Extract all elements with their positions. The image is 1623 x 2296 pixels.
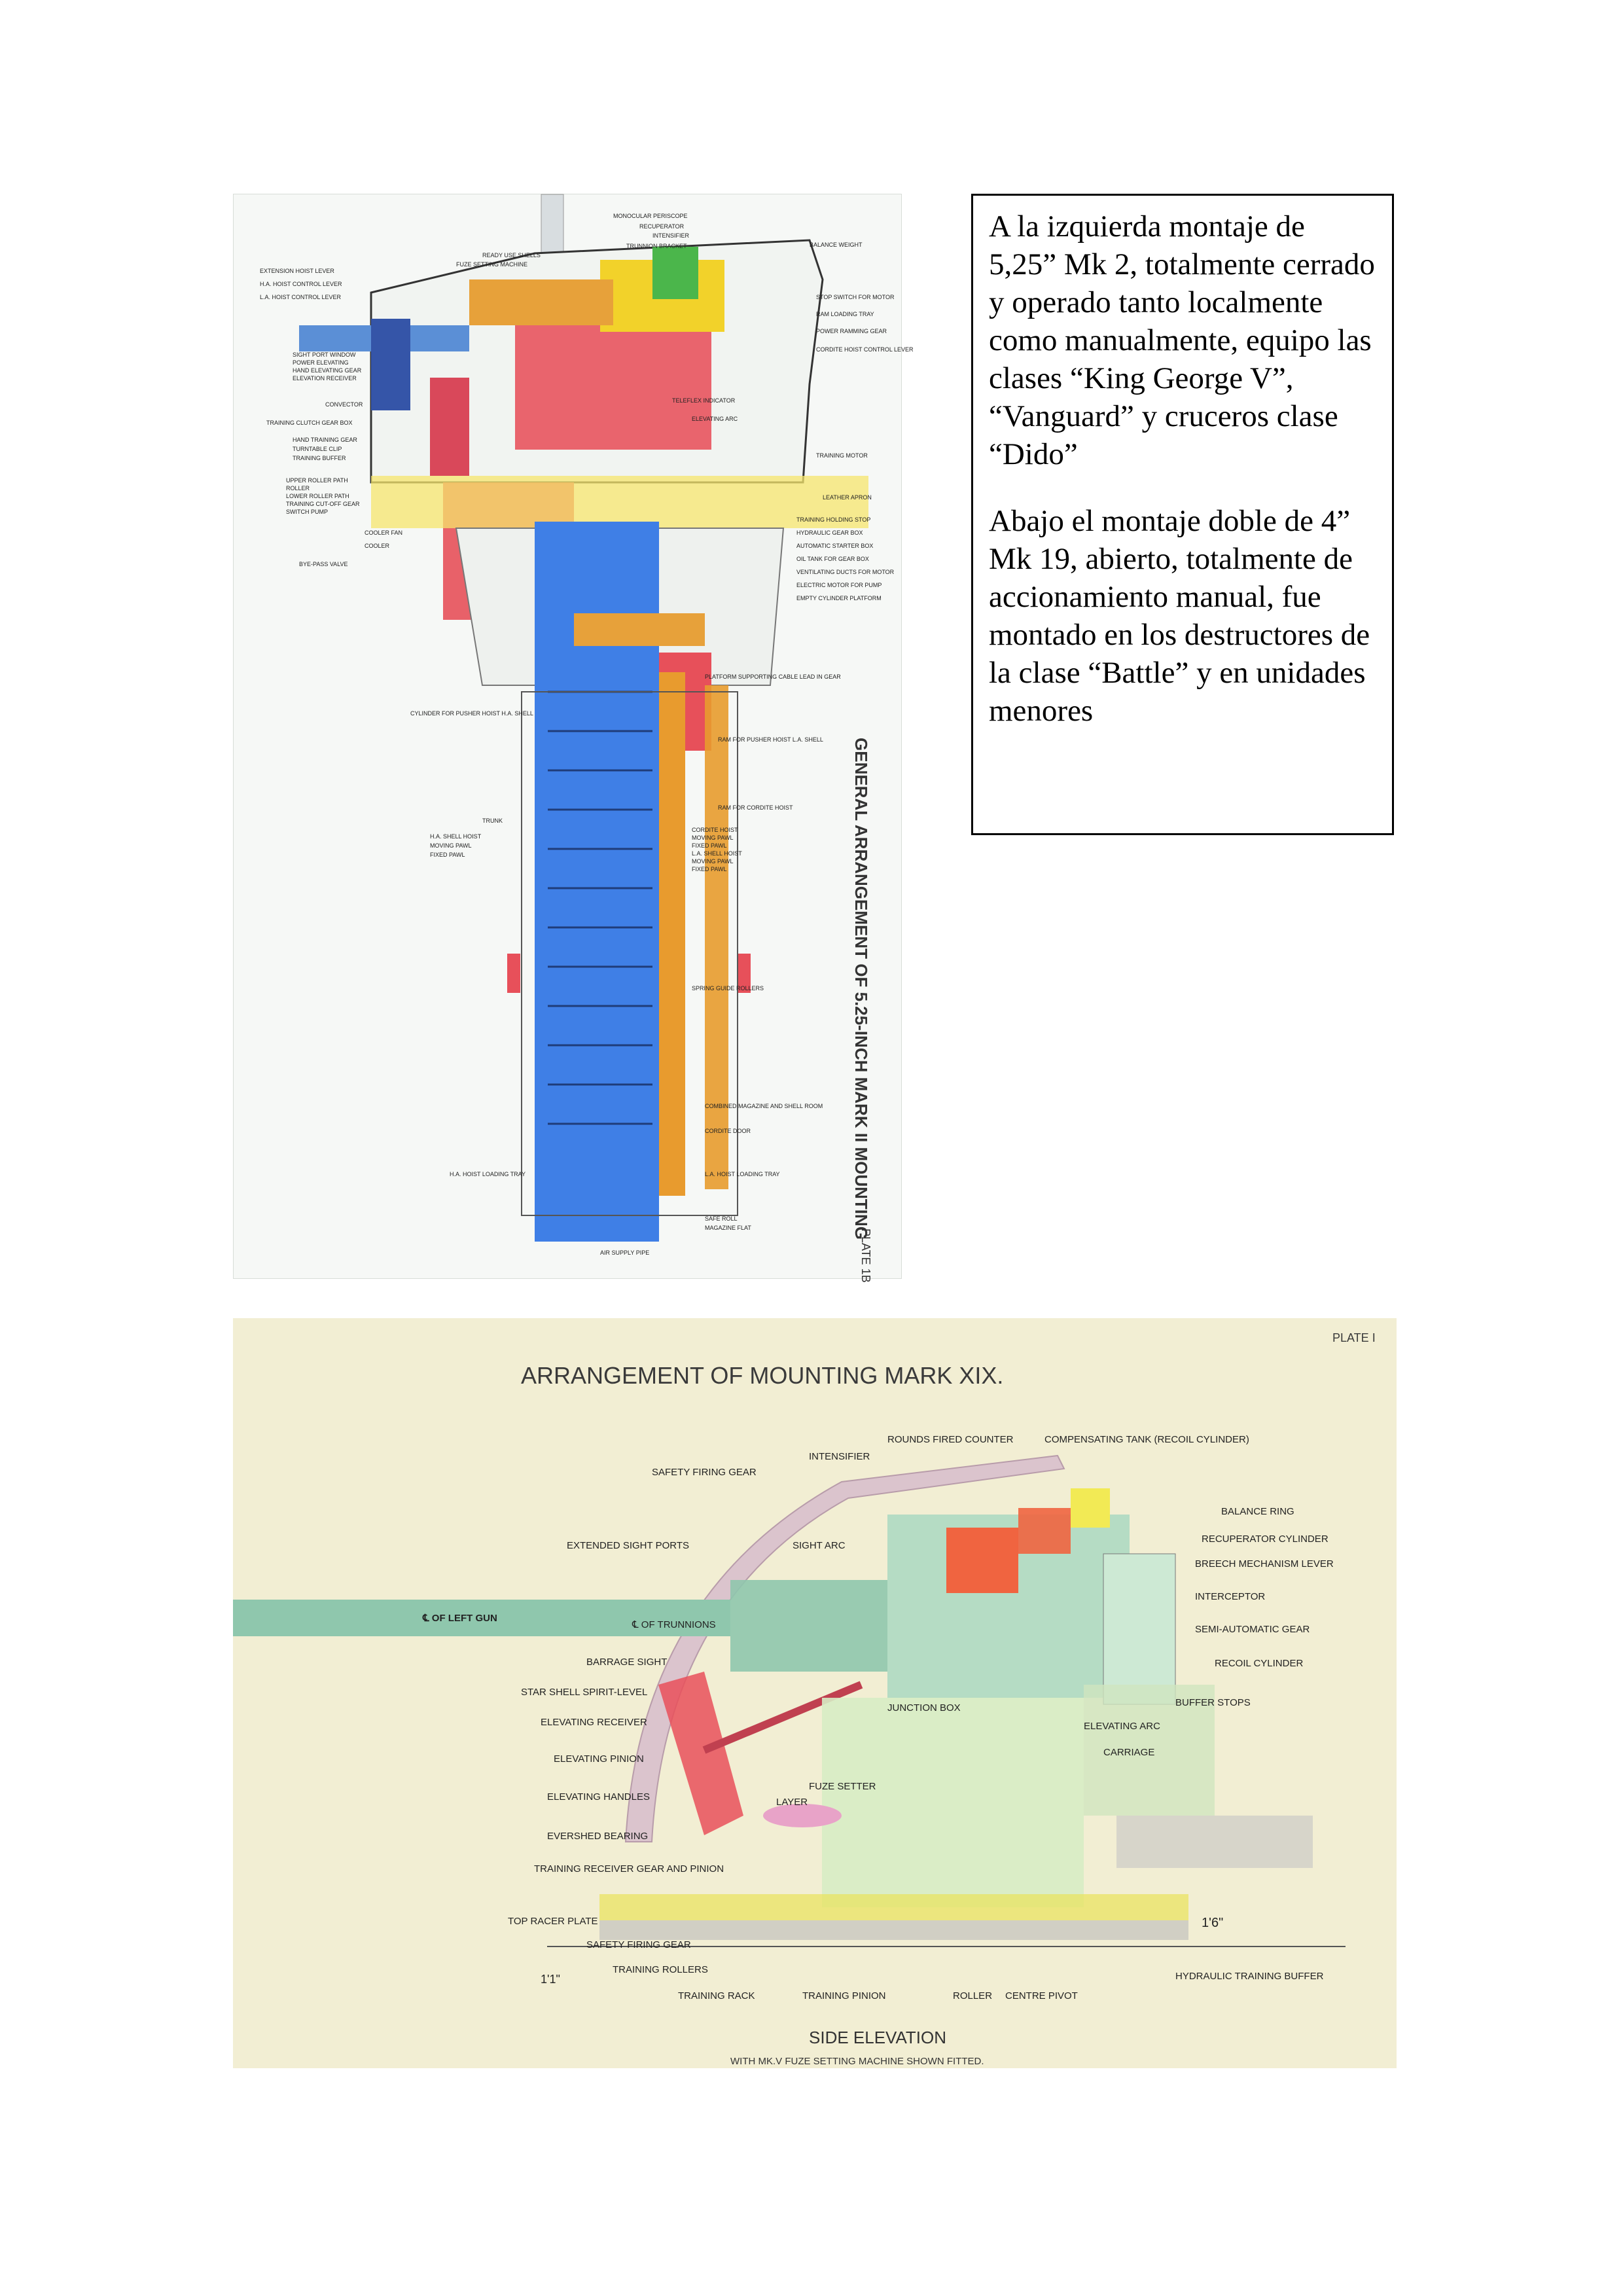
svg-text:ROLLER: ROLLER	[953, 1990, 993, 2001]
svg-text:JUNCTION BOX: JUNCTION BOX	[887, 1702, 961, 1713]
svg-text:TOP RACER PLATE: TOP RACER PLATE	[508, 1916, 598, 1927]
caption-paragraph-1: A la izquierda montaje de 5,25” Mk 2, totalmente cerrado y operado tanto localmente como manualmente, equipo las clases “King George V”, “Vanguard” y cruceros clase “Dido”	[989, 209, 1375, 471]
svg-text:TRAINING CLUTCH GEAR BOX: TRAINING CLUTCH GEAR BOX	[266, 420, 353, 426]
svg-text:EXTENSION HOIST LEVER: EXTENSION HOIST LEVER	[260, 268, 334, 274]
svg-text:TRUNNION BRACKET: TRUNNION BRACKET	[626, 243, 687, 249]
svg-text:POWER RAMMING GEAR: POWER RAMMING GEAR	[816, 328, 887, 334]
plate-top-title: GENERAL ARRANGEMENT OF 5.25-INCH MARK II MOUNTING	[851, 738, 871, 1240]
recuperator-green	[652, 247, 698, 299]
svg-text:VENTILATING DUCTS FOR MOTOR: VENTILATING DUCTS FOR MOTOR	[796, 569, 895, 575]
svg-text:CENTRE PIVOT: CENTRE PIVOT	[1005, 1990, 1078, 2001]
svg-text:CORDITE HOIST CONTROL LEVER: CORDITE HOIST CONTROL LEVER	[816, 346, 914, 353]
mounting-5-25-diagram	[234, 194, 914, 1283]
cordite-hoist-orange	[659, 672, 685, 1196]
svg-text:LEATHER APRON: LEATHER APRON	[823, 494, 872, 501]
svg-text:BALANCE RING: BALANCE RING	[1221, 1506, 1294, 1517]
svg-text:RECUPERATOR CYLINDER: RECUPERATOR CYLINDER	[1202, 1534, 1329, 1545]
svg-text:EXTENDED SIGHT PORTS: EXTENDED SIGHT PORTS	[567, 1540, 689, 1551]
plate-mark-xix	[233, 1318, 1397, 2068]
svg-text:ELEVATION RECEIVER: ELEVATION RECEIVER	[293, 375, 357, 382]
svg-text:CORDITE DOOR: CORDITE DOOR	[705, 1128, 751, 1134]
svg-text:COOLER FAN: COOLER FAN	[365, 529, 403, 536]
svg-text:READY USE SHELLS: READY USE SHELLS	[482, 252, 541, 259]
svg-text:FIXED PAWL: FIXED PAWL	[692, 842, 727, 849]
svg-text:TURNTABLE CLIP: TURNTABLE CLIP	[293, 446, 342, 452]
footnote: WITH MK.V FUZE SETTING MACHINE SHOWN FITTED.	[730, 2056, 984, 2067]
svg-text:TRAINING ROLLERS: TRAINING ROLLERS	[613, 1964, 708, 1975]
svg-text:TRAINING RACK: TRAINING RACK	[678, 1990, 755, 2001]
svg-text:AIR SUPPLY PIPE: AIR SUPPLY PIPE	[600, 1249, 650, 1256]
svg-text:INTENSIFIER: INTENSIFIER	[809, 1451, 870, 1462]
svg-text:STAR SHELL SPIRIT-LEVEL: STAR SHELL SPIRIT-LEVEL	[521, 1687, 648, 1698]
svg-text:LOWER ROLLER PATH: LOWER ROLLER PATH	[286, 493, 349, 499]
barrel-stub	[541, 194, 563, 253]
svg-text:OIL TANK FOR GEAR BOX: OIL TANK FOR GEAR BOX	[796, 556, 869, 562]
svg-text:PLATFORM SUPPORTING CABLE LEAD: PLATFORM SUPPORTING CABLE LEAD IN GEAR	[705, 673, 841, 680]
caption-paragraph-2: Abajo el montaje doble de 4” Mk 19, abierto, totalmente de accionamiento manual, fue montado en los destructores de la clase “Battle” y en unidades menores	[989, 504, 1370, 728]
top-racer-plate	[599, 1894, 1188, 1920]
svg-text:SAFETY FIRING GEAR: SAFETY FIRING GEAR	[586, 1939, 691, 1950]
svg-text:UPPER ROLLER PATH: UPPER ROLLER PATH	[286, 477, 348, 484]
svg-text:L.A. HOIST LOADING TRAY: L.A. HOIST LOADING TRAY	[705, 1171, 780, 1177]
svg-text:TRAINING RECEIVER GEAR AND PIN: TRAINING RECEIVER GEAR AND PINION	[534, 1863, 724, 1874]
svg-text:TRAINING CUT-OFF GEAR: TRAINING CUT-OFF GEAR	[286, 501, 360, 507]
svg-text:TELEFLEX INDICATOR: TELEFLEX INDICATOR	[672, 397, 736, 404]
carriage	[822, 1698, 1084, 1907]
svg-text:BARRAGE SIGHT: BARRAGE SIGHT	[586, 1657, 668, 1668]
svg-text:ELEVATING RECEIVER: ELEVATING RECEIVER	[541, 1717, 647, 1728]
svg-text:AUTOMATIC STARTER BOX: AUTOMATIC STARTER BOX	[796, 543, 874, 549]
svg-text:TRUNK: TRUNK	[482, 817, 503, 824]
svg-text:HAND TRAINING GEAR: HAND TRAINING GEAR	[293, 437, 357, 443]
svg-text:MOVING PAWL: MOVING PAWL	[692, 834, 734, 841]
svg-text:BALANCE WEIGHT: BALANCE WEIGHT	[810, 242, 863, 248]
svg-text:SIGHT ARC: SIGHT ARC	[793, 1540, 846, 1551]
svg-text:COMPENSATING TANK (RECOIL CYLI: COMPENSATING TANK (RECOIL CYLINDER)	[1044, 1434, 1249, 1445]
svg-text:FUZE SETTING MACHINE: FUZE SETTING MACHINE	[456, 261, 528, 268]
svg-text:RAM FOR PUSHER HOIST L.A. SHEL: RAM FOR PUSHER HOIST L.A. SHELL	[718, 736, 823, 743]
svg-text:℄ OF LEFT GUN: ℄ OF LEFT GUN	[423, 1613, 497, 1624]
svg-text:HAND ELEVATING GEAR: HAND ELEVATING GEAR	[293, 367, 362, 374]
svg-text:LAYER: LAYER	[776, 1797, 808, 1808]
svg-text:H.A. SHELL HOIST: H.A. SHELL HOIST	[430, 833, 482, 840]
svg-text:STOP SWITCH FOR MOTOR: STOP SWITCH FOR MOTOR	[816, 294, 895, 300]
svg-text:ELECTRIC MOTOR FOR PUMP: ELECTRIC MOTOR FOR PUMP	[796, 582, 882, 588]
svg-text:CORDITE HOIST: CORDITE HOIST	[692, 827, 738, 833]
svg-text:H.A. HOIST CONTROL LEVER: H.A. HOIST CONTROL LEVER	[260, 281, 342, 287]
svg-text:FIXED PAWL: FIXED PAWL	[692, 866, 727, 872]
svg-text:℄ OF TRUNNIONS: ℄ OF TRUNNIONS	[632, 1619, 716, 1630]
svg-text:BUFFER STOPS: BUFFER STOPS	[1175, 1697, 1251, 1708]
elevating-gear-red	[430, 378, 469, 476]
rounds-counter-red	[946, 1528, 1018, 1593]
svg-text:ELEVATING PINION: ELEVATING PINION	[554, 1753, 644, 1765]
svg-text:EVERSHED BEARING: EVERSHED BEARING	[547, 1831, 649, 1842]
turntable-band	[371, 476, 871, 528]
hoist-top-orange	[574, 613, 705, 646]
svg-text:ELEVATING ARC: ELEVATING ARC	[1084, 1721, 1160, 1732]
balance-ring-yellow	[1071, 1488, 1110, 1528]
svg-text:TRAINING MOTOR: TRAINING MOTOR	[816, 452, 868, 459]
svg-text:COOLER: COOLER	[365, 543, 390, 549]
svg-text:MAGAZINE FLAT: MAGAZINE FLAT	[705, 1225, 751, 1231]
svg-text:SAFETY FIRING GEAR: SAFETY FIRING GEAR	[652, 1467, 757, 1478]
svg-text:RECUPERATOR: RECUPERATOR	[639, 223, 685, 230]
svg-text:CONVECTOR: CONVECTOR	[325, 401, 363, 408]
svg-text:L.A. SHELL HOIST: L.A. SHELL HOIST	[692, 850, 742, 857]
svg-text:RAM LOADING TRAY: RAM LOADING TRAY	[816, 311, 874, 317]
ram-left	[507, 954, 520, 993]
breech-red	[515, 312, 711, 450]
svg-text:FIXED PAWL: FIXED PAWL	[430, 852, 465, 858]
recoil-housing	[1103, 1554, 1175, 1704]
svg-text:EMPTY CYLINDER PLATFORM: EMPTY CYLINDER PLATFORM	[796, 595, 882, 601]
svg-text:SPRING GUIDE ROLLERS: SPRING GUIDE ROLLERS	[692, 985, 764, 992]
svg-text:TRAINING HOLDING STOP: TRAINING HOLDING STOP	[796, 516, 871, 523]
svg-text:MOVING PAWL: MOVING PAWL	[692, 858, 734, 865]
plate-bottom-title: ARRANGEMENT OF MOUNTING MARK XIX.	[521, 1362, 1004, 1389]
svg-text:POWER ELEVATING: POWER ELEVATING	[293, 359, 349, 366]
svg-text:SEMI-AUTOMATIC GEAR: SEMI-AUTOMATIC GEAR	[1195, 1624, 1310, 1635]
svg-text:CARRIAGE: CARRIAGE	[1103, 1747, 1155, 1758]
svg-text:ROUNDS FIRED COUNTER: ROUNDS FIRED COUNTER	[887, 1434, 1014, 1445]
svg-text:CYLINDER FOR PUSHER HOIST H.A.: CYLINDER FOR PUSHER HOIST H.A. SHELL	[410, 710, 533, 717]
svg-text:HYDRAULIC TRAINING BUFFER: HYDRAULIC TRAINING BUFFER	[1175, 1971, 1324, 1982]
elevating-handles-red	[658, 1672, 743, 1835]
svg-text:BREECH MECHANISM LEVER: BREECH MECHANISM LEVER	[1195, 1558, 1334, 1570]
plate-top-number: PLATE 1B	[859, 1229, 872, 1283]
dimension-right: 1'6"	[1202, 1916, 1224, 1930]
dimension-left: 1'1"	[541, 1973, 560, 1986]
svg-text:ROLLER: ROLLER	[286, 485, 310, 492]
svg-text:INTERCEPTOR: INTERCEPTOR	[1195, 1591, 1266, 1602]
svg-text:BYE-PASS VALVE: BYE-PASS VALVE	[299, 561, 348, 567]
svg-text:FUZE SETTER: FUZE SETTER	[809, 1781, 876, 1792]
svg-text:COMBINED MAGAZINE AND SHELL RO: COMBINED MAGAZINE AND SHELL ROOM	[705, 1103, 823, 1109]
svg-text:SAFE ROLL: SAFE ROLL	[705, 1215, 738, 1222]
ready-shells	[469, 279, 613, 325]
svg-text:INTENSIFIER: INTENSIFIER	[652, 232, 690, 239]
svg-text:SWITCH PUMP: SWITCH PUMP	[286, 509, 328, 515]
svg-text:TRAINING PINION: TRAINING PINION	[802, 1990, 886, 2001]
compensating-tank	[1018, 1508, 1071, 1554]
svg-text:ELEVATING ARC: ELEVATING ARC	[692, 416, 738, 422]
plate-5-25-mark-ii	[233, 194, 914, 1283]
svg-text:ELEVATING HANDLES: ELEVATING HANDLES	[547, 1791, 650, 1803]
caption-box	[971, 194, 1394, 835]
svg-text:TRAINING BUFFER: TRAINING BUFFER	[293, 455, 346, 461]
svg-text:HYDRAULIC GEAR BOX: HYDRAULIC GEAR BOX	[796, 529, 863, 536]
svg-text:RAM FOR CORDITE HOIST: RAM FOR CORDITE HOIST	[718, 804, 793, 811]
svg-text:H.A. HOIST LOADING TRAY: H.A. HOIST LOADING TRAY	[450, 1171, 526, 1177]
svg-text:L.A. HOIST CONTROL LEVER: L.A. HOIST CONTROL LEVER	[260, 294, 342, 300]
training-rollers	[599, 1920, 1188, 1940]
side-elevation-label: SIDE ELEVATION	[809, 2028, 946, 2047]
svg-text:SIGHT PORT WINDOW: SIGHT PORT WINDOW	[293, 351, 356, 358]
shell-hoist-orange	[705, 685, 728, 1189]
svg-text:RECOIL CYLINDER: RECOIL CYLINDER	[1215, 1658, 1304, 1669]
gun-shield-blue	[371, 319, 410, 410]
svg-text:MONOCULAR PERISCOPE: MONOCULAR PERISCOPE	[613, 213, 688, 219]
svg-text:MOVING PAWL: MOVING PAWL	[430, 842, 472, 849]
training-buffer	[1116, 1816, 1313, 1868]
plate-bottom-number: PLATE I	[1332, 1331, 1376, 1344]
mounting-mark-xix-diagram	[233, 1318, 1397, 2068]
